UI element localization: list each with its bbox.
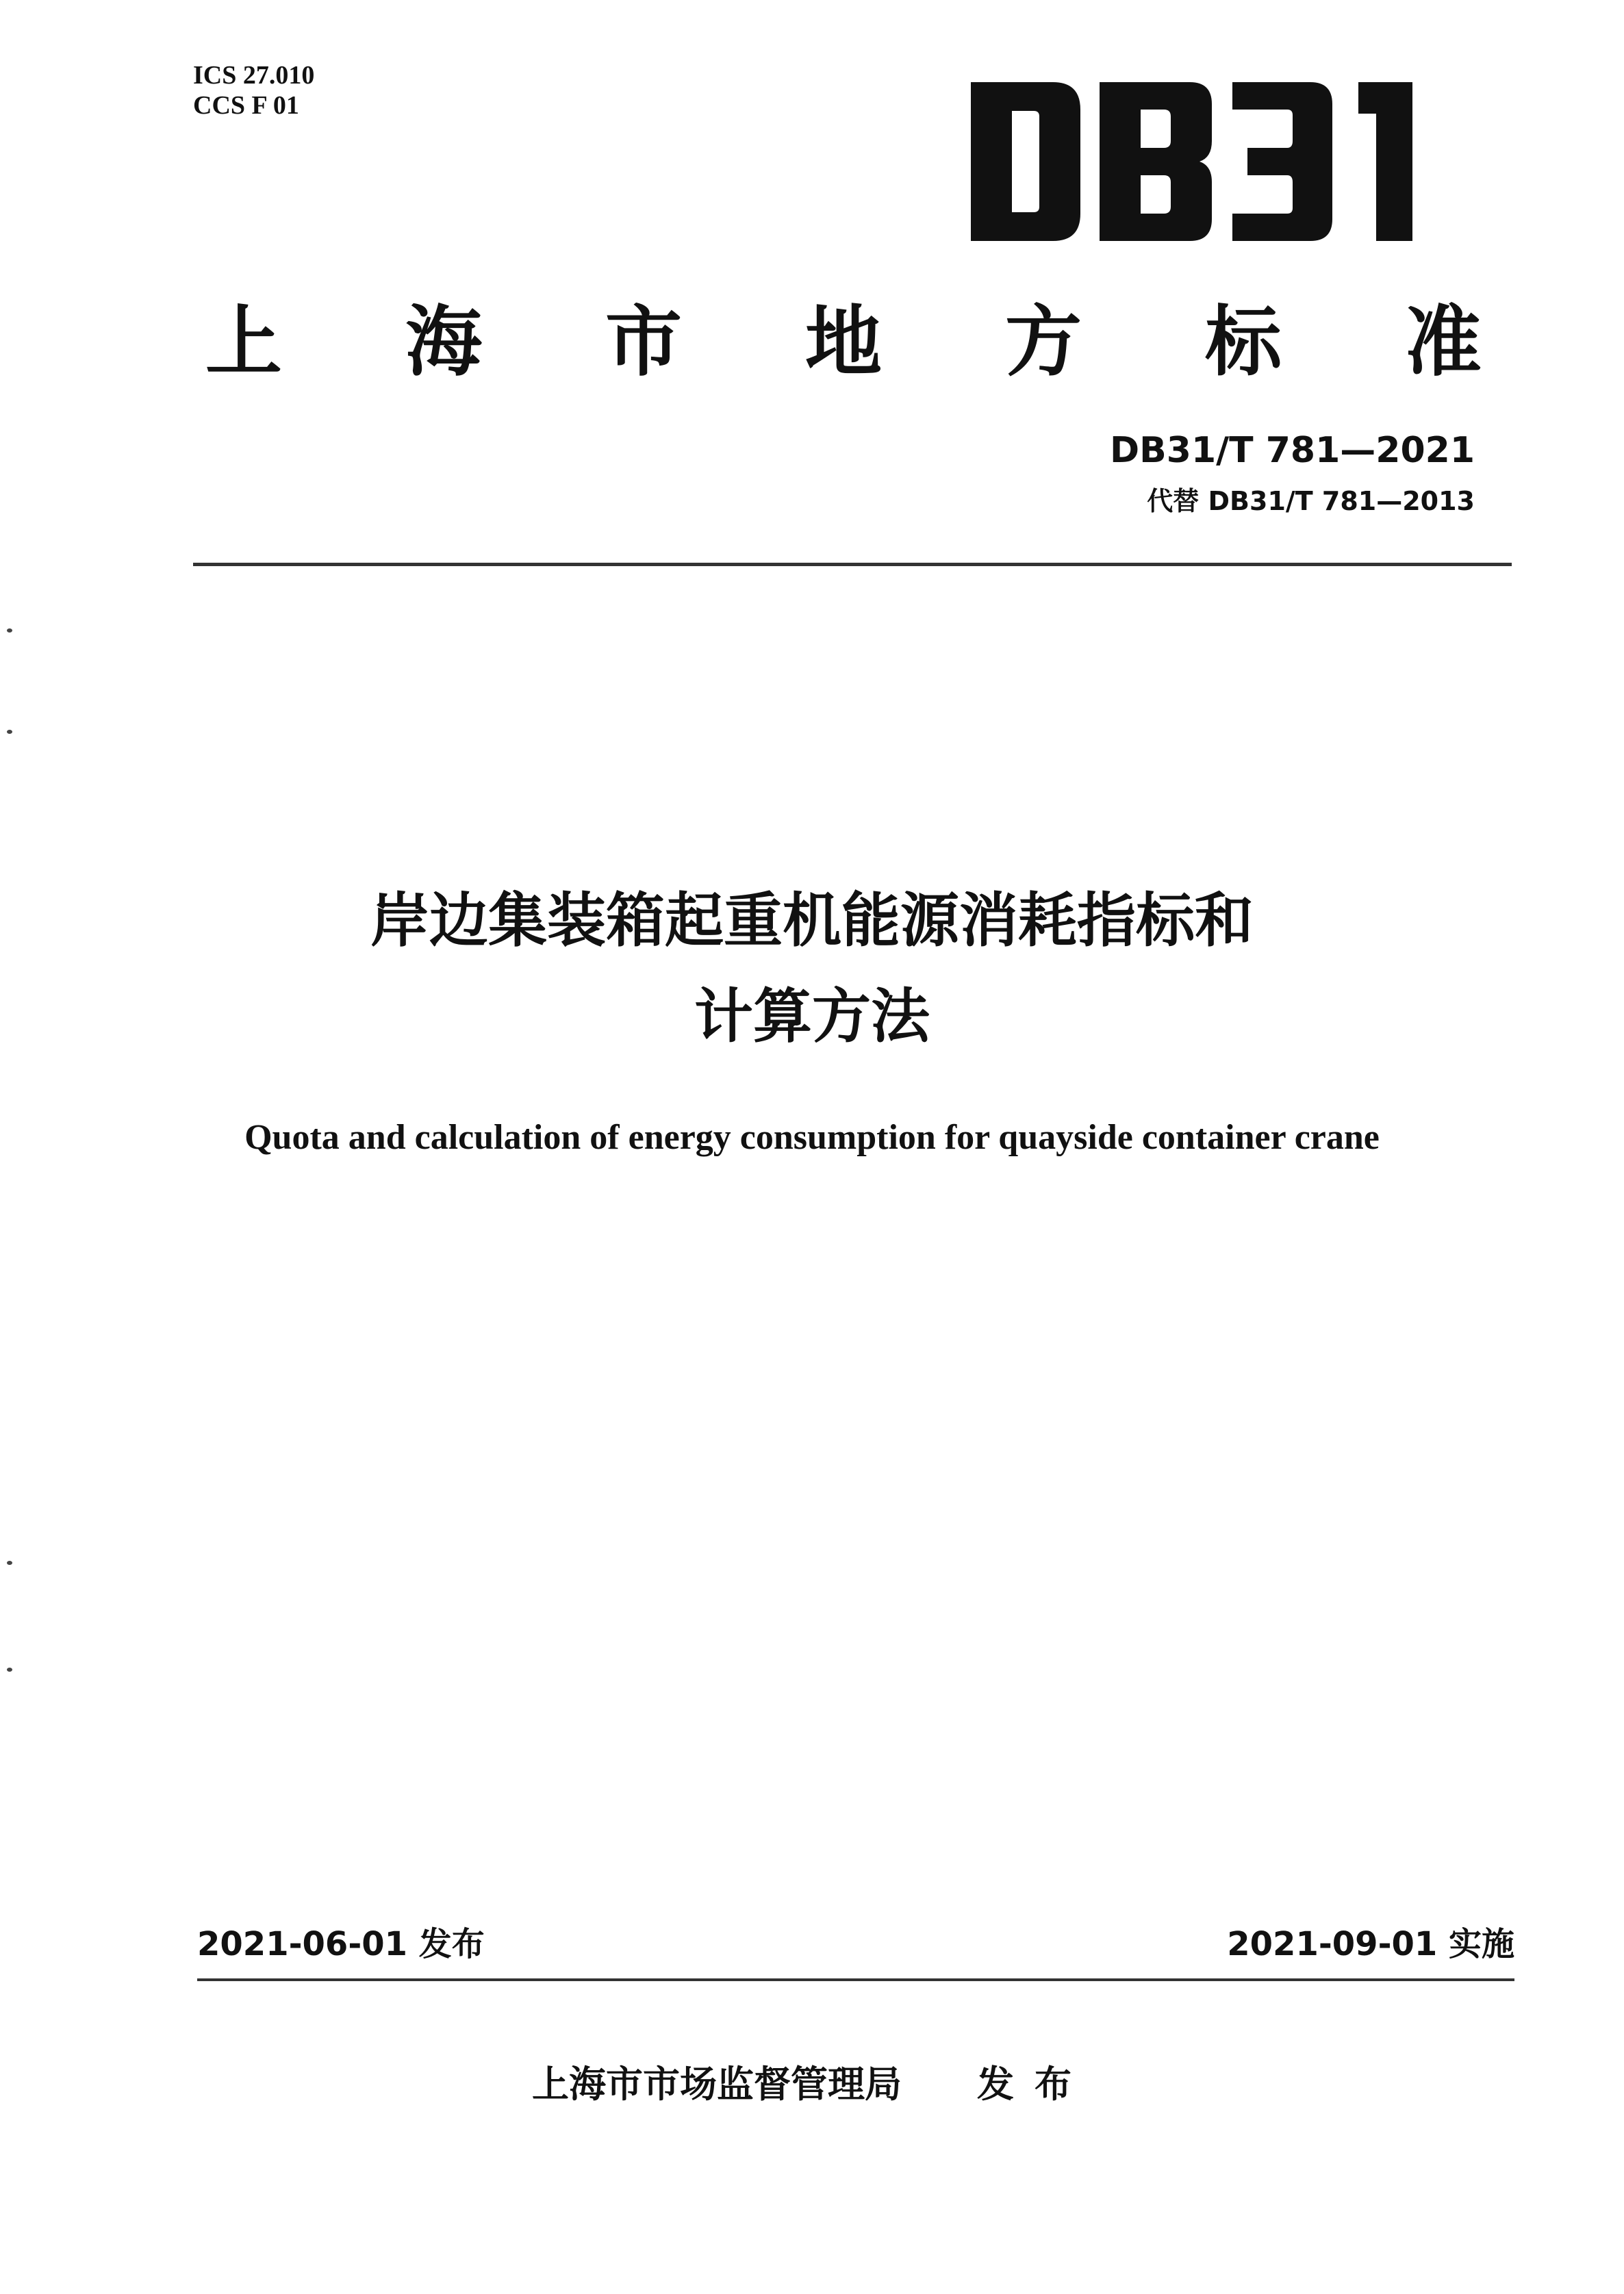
scan-mark bbox=[7, 628, 12, 633]
scan-mark bbox=[7, 1668, 12, 1672]
ics-code: ICS 27.010 bbox=[193, 61, 315, 90]
scan-mark bbox=[7, 1561, 12, 1565]
publisher-line bbox=[0, 2061, 1624, 2108]
ccs-code: CCS F 01 bbox=[193, 91, 299, 120]
top-divider bbox=[193, 563, 1512, 566]
standard-type-heading: 上海市地方标准 bbox=[205, 298, 1605, 387]
implementation-date: 2021-09-01 实施 bbox=[1227, 1925, 1514, 1963]
standard-number: DB31/T 781—2021 bbox=[1110, 430, 1475, 471]
classification-codes bbox=[193, 60, 314, 120]
issue-date: 2021-06-01 发布 bbox=[197, 1925, 485, 1963]
publish-word: 发布 bbox=[977, 2063, 1092, 2106]
bottom-divider bbox=[197, 1978, 1514, 1981]
publisher-name: 上海市市场监督管理局 bbox=[532, 2063, 902, 2106]
replaces-note: 代替 DB31/T 781—2013 bbox=[1147, 486, 1475, 516]
title-en: Quota and calculation of energy consumption for quayside container crane bbox=[244, 1118, 1380, 1157]
db31-logo bbox=[971, 82, 1412, 241]
title-cn-line2: 计算方法 bbox=[694, 982, 930, 1051]
scan-mark bbox=[7, 730, 12, 734]
title-cn-line1: 岸边集装箱起重机能源消耗指标和 bbox=[370, 887, 1254, 955]
